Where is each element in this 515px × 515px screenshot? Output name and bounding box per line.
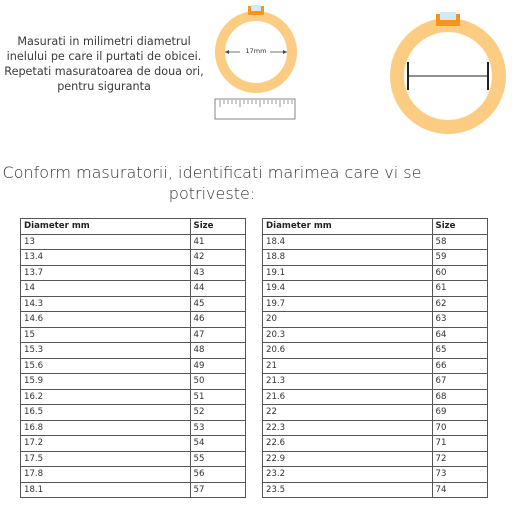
diameter-cell: 21 bbox=[263, 358, 433, 374]
table-row bbox=[21, 420, 246, 436]
table-row bbox=[263, 343, 488, 359]
diameter-cell: 19.7 bbox=[263, 296, 433, 312]
size-cell: 41 bbox=[190, 234, 245, 250]
size-cell: 52 bbox=[190, 405, 245, 421]
instructions-line: Repetati masuratoarea de doua ori, bbox=[4, 65, 204, 78]
size-cell: 57 bbox=[190, 482, 245, 498]
size-cell: 46 bbox=[190, 312, 245, 328]
diameter-cell: 17.5 bbox=[21, 451, 191, 467]
arrow-head-right-icon bbox=[283, 50, 287, 54]
size-cell: 47 bbox=[190, 327, 245, 343]
table-row bbox=[263, 250, 488, 266]
size-cell: 51 bbox=[190, 389, 245, 405]
ruler-icon bbox=[214, 98, 296, 120]
table-row bbox=[21, 343, 246, 359]
size-cell: 62 bbox=[432, 296, 487, 312]
size-cell: 53 bbox=[190, 420, 245, 436]
table-row bbox=[21, 327, 246, 343]
diameter-cell: 17.2 bbox=[21, 436, 191, 452]
table-row bbox=[263, 296, 488, 312]
arrow-head-left-icon bbox=[225, 50, 229, 54]
diameter-cell: 20.3 bbox=[263, 327, 433, 343]
table-body-right bbox=[263, 234, 488, 498]
table-row bbox=[21, 436, 246, 452]
diameter-cell: 13 bbox=[21, 234, 191, 250]
size-cell: 71 bbox=[432, 436, 487, 452]
page-title-line: Conform masuratorii, identificati marimea care vi se bbox=[2, 163, 422, 182]
table-row bbox=[21, 451, 246, 467]
size-cell: 61 bbox=[432, 281, 487, 297]
diameter-cell: 23.5 bbox=[263, 482, 433, 498]
instructions-line: Masurati in milimetri diametrul bbox=[17, 35, 191, 48]
table-row bbox=[21, 265, 246, 281]
table-row bbox=[21, 358, 246, 374]
small-ring-diagram bbox=[206, 0, 306, 96]
size-cell: 44 bbox=[190, 281, 245, 297]
table-row bbox=[263, 467, 488, 483]
size-cell: 45 bbox=[190, 296, 245, 312]
size-cell: 60 bbox=[432, 265, 487, 281]
table-header-row bbox=[263, 219, 488, 235]
size-cell: 73 bbox=[432, 467, 487, 483]
table-row bbox=[263, 389, 488, 405]
column-header-diameter: Diameter mm bbox=[21, 219, 191, 235]
table-row bbox=[21, 312, 246, 328]
diameter-cell: 15.6 bbox=[21, 358, 191, 374]
page-title bbox=[0, 162, 424, 204]
diameter-cell: 17.8 bbox=[21, 467, 191, 483]
size-cell: 59 bbox=[432, 250, 487, 266]
diameter-cell: 22.9 bbox=[263, 451, 433, 467]
diameter-cell: 13.7 bbox=[21, 265, 191, 281]
table-row bbox=[21, 482, 246, 498]
diameter-cell: 23.2 bbox=[263, 467, 433, 483]
diameter-cell: 22.6 bbox=[263, 436, 433, 452]
diameter-cell: 14 bbox=[21, 281, 191, 297]
instructions-line: inelului pe care il purtati de obicei. bbox=[6, 50, 202, 63]
table-row bbox=[263, 436, 488, 452]
diameter-cell: 22.3 bbox=[263, 420, 433, 436]
diameter-cell: 16.5 bbox=[21, 405, 191, 421]
diameter-cell: 15 bbox=[21, 327, 191, 343]
table-row bbox=[263, 451, 488, 467]
table-row bbox=[263, 281, 488, 297]
instructions-text bbox=[4, 34, 204, 94]
table-row bbox=[21, 405, 246, 421]
size-cell: 56 bbox=[190, 467, 245, 483]
size-cell: 72 bbox=[432, 451, 487, 467]
small-ring-gem bbox=[251, 5, 261, 11]
diameter-cell: 18.1 bbox=[21, 482, 191, 498]
diameter-cell: 18.8 bbox=[263, 250, 433, 266]
diameter-cell: 15.9 bbox=[21, 374, 191, 390]
size-cell: 48 bbox=[190, 343, 245, 359]
table-row bbox=[263, 420, 488, 436]
diameter-cell: 16.2 bbox=[21, 389, 191, 405]
diameter-cell: 19.1 bbox=[263, 265, 433, 281]
large-ring-diagram bbox=[378, 0, 515, 140]
diameter-cell: 16.8 bbox=[21, 420, 191, 436]
column-header-diameter: Diameter mm bbox=[263, 219, 433, 235]
size-cell: 67 bbox=[432, 374, 487, 390]
column-header-size: Size bbox=[432, 219, 487, 235]
table-body-left bbox=[21, 234, 246, 498]
table-row bbox=[21, 234, 246, 250]
diameter-cell: 19.4 bbox=[263, 281, 433, 297]
large-ring-gem bbox=[440, 12, 456, 20]
table-row bbox=[263, 327, 488, 343]
table-header-row bbox=[21, 219, 246, 235]
instructions-line: pentru siguranta bbox=[57, 80, 151, 93]
table-row bbox=[263, 358, 488, 374]
table-row bbox=[263, 405, 488, 421]
table-row bbox=[263, 312, 488, 328]
diameter-label: 17mm bbox=[245, 47, 267, 55]
size-cell: 58 bbox=[432, 234, 487, 250]
diameter-cell: 21.6 bbox=[263, 389, 433, 405]
size-cell: 49 bbox=[190, 358, 245, 374]
size-cell: 42 bbox=[190, 250, 245, 266]
page-title-line: potriveste: bbox=[168, 184, 256, 203]
table-row bbox=[21, 281, 246, 297]
diameter-cell: 13.4 bbox=[21, 250, 191, 266]
size-cell: 54 bbox=[190, 436, 245, 452]
size-cell: 66 bbox=[432, 358, 487, 374]
table-row bbox=[21, 389, 246, 405]
diameter-cell: 14.3 bbox=[21, 296, 191, 312]
table-row bbox=[21, 250, 246, 266]
size-cell: 70 bbox=[432, 420, 487, 436]
size-table-left bbox=[20, 218, 246, 498]
size-cell: 64 bbox=[432, 327, 487, 343]
diameter-cell: 20 bbox=[263, 312, 433, 328]
table-row bbox=[263, 374, 488, 390]
column-header-size: Size bbox=[190, 219, 245, 235]
size-cell: 43 bbox=[190, 265, 245, 281]
table-row bbox=[21, 467, 246, 483]
table-row bbox=[21, 296, 246, 312]
diameter-cell: 21.3 bbox=[263, 374, 433, 390]
table-row bbox=[21, 374, 246, 390]
diameter-cell: 15.3 bbox=[21, 343, 191, 359]
size-cell: 69 bbox=[432, 405, 487, 421]
table-row bbox=[263, 265, 488, 281]
size-cell: 68 bbox=[432, 389, 487, 405]
size-cell: 74 bbox=[432, 482, 487, 498]
size-cell: 65 bbox=[432, 343, 487, 359]
diameter-cell: 14.6 bbox=[21, 312, 191, 328]
size-cell: 63 bbox=[432, 312, 487, 328]
table-row bbox=[263, 234, 488, 250]
table-row bbox=[263, 482, 488, 498]
diameter-cell: 20.6 bbox=[263, 343, 433, 359]
diameter-cell: 22 bbox=[263, 405, 433, 421]
size-table-right bbox=[262, 218, 488, 498]
size-cell: 55 bbox=[190, 451, 245, 467]
diameter-cell: 18.4 bbox=[263, 234, 433, 250]
size-cell: 50 bbox=[190, 374, 245, 390]
